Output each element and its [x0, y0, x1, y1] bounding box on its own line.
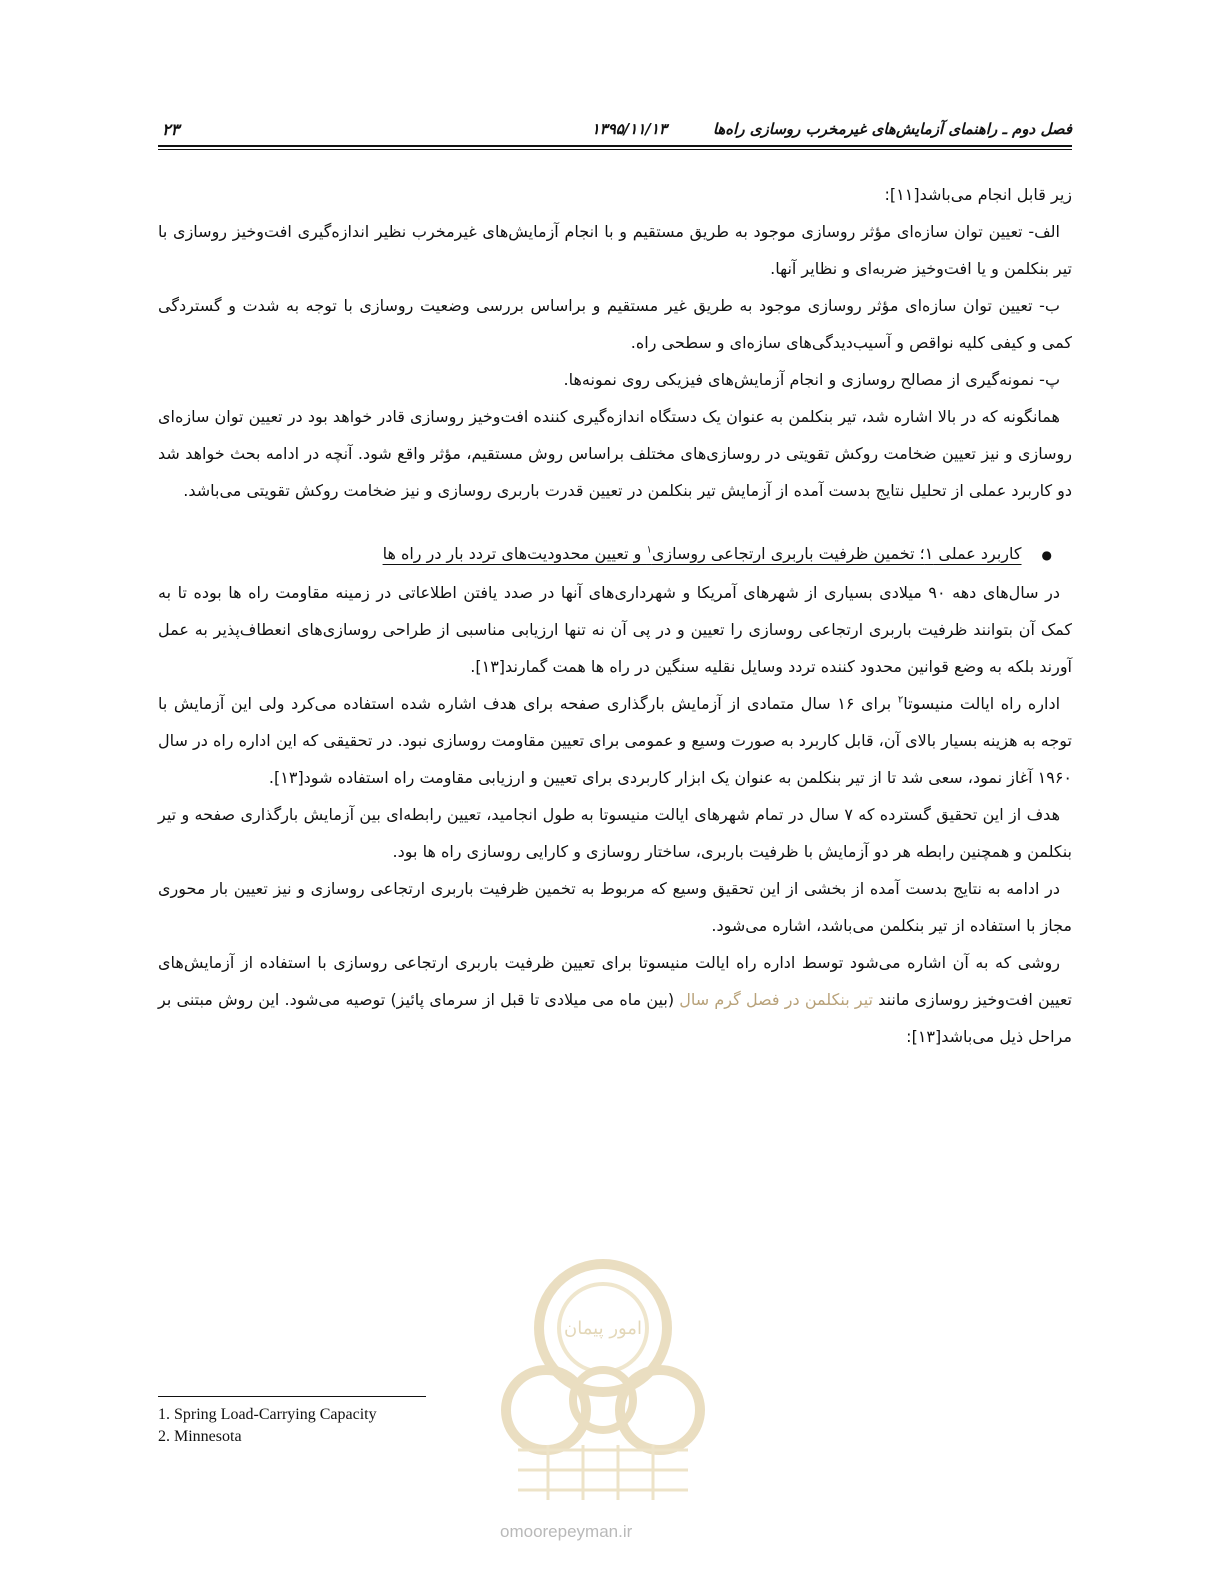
footnotes — [158, 1404, 377, 1448]
footnote-rule — [158, 1396, 426, 1397]
paragraph-1990s: در سال‌های دهه ۹۰ میلادی بسیاری از شهرهای آمریکا و شهرداری‌های آنها در صدد یافتن اطلاعاتی در زمینه مقاومت راه ها بوده تا به کمک آن بتوانند ظرفیت باربری ارتجاعی روسازی را تعیین و در پی آن نه تنها ارزیابی مناسبی از طراحی روسازی‌های انعطاف‌پذیر به عمل آورند بلکه به وضع قوانین محدود کننده تردد وسایل نقلیه سنگین در راه ها همت گمارند[۱۳]. — [158, 583, 1072, 676]
paragraph-intro: زیر قابل انجام می‌باشد[۱۱]: — [884, 185, 1072, 204]
svg-text:امور پیمان: امور پیمان — [564, 1318, 642, 1339]
body-text — [158, 176, 1072, 1055]
header-rule — [158, 145, 1072, 147]
paragraph-bankelman: همانگونه که در بالا اشاره شد، تیر بنکلمن به عنوان یک دستگاه اندازه‌گیری کننده افت‌وخیز روسازی قادر خواهد بود در تعیین توان سازه‌ای روسازی و نیز تعیین ضخامت روکش تقویتی در روسازی‌های مختلف براساس روش مستقیم، مؤثر واقع شود. آنچه در ادامه بحث خواهد شد دو کاربرد عملی از تحلیل نتایج بدست آمده از آزمایش تیر بنکلمن در تعیین قدرت باربری روسازی و نیز ضخامت روکش تقویتی می‌باشد. — [158, 407, 1072, 500]
bullet-icon: ● — [1041, 548, 1052, 562]
section-heading: کاربرد عملی ۱؛ تخمین ظرفیت باربری ارتجاعی روسازی$^۱$ و تعیین محدودیت‌های تردد بار در راه ها — [382, 544, 1022, 563]
header-rule-thin — [158, 149, 1072, 150]
header-title: فصل دوم ـ راهنمای آزمایش‌های غیرمخرب روسازی راه‌ها — [712, 120, 1072, 138]
footnote-1: 1. Spring Load-Carrying Capacity — [158, 1406, 377, 1423]
page-number: ۲۳ — [162, 120, 180, 139]
paragraph-method: روشی که به آن اشاره می‌شود توسط اداره راه ایالت منیسوتا برای تعیین ظرفیت باربری ارتجاعی روسازی با استفاده از آزمایش‌های تعیین افت‌وخیز روسازی مانند تیر بنکلمن در فصل گرم سال (بین ماه می میلادی تا قبل از سرمای پائیز) توصیه می‌شود. این روش مبتنی بر مراحل ذیل می‌باشد[۱۳]: — [158, 953, 1073, 1046]
footnote-ref-2: ۲ — [897, 694, 904, 706]
paragraph-item-p: پ- نمونه‌گیری از مصالح روسازی و انجام آزمایش‌های فیزیکی روی نمونه‌ها. — [563, 370, 1060, 389]
page-header — [158, 118, 1072, 148]
footnote-2: 2. Minnesota — [158, 1428, 242, 1445]
footnote-ref-1: ۱ — [646, 544, 652, 556]
paragraph-research-goal: هدف از این تحقیق گسترده که ۷ سال در تمام شهرهای ایالت منیسوتا به طول انجامید، تعیین رابطه‌ای بین آزمایش بارگذاری صفحه و تیر بنکلمن و همچنین رابطه هر دو آزمایش با ظرفیت باربری، ساختار روسازی و کارایی روسازی راه ها بود. — [158, 805, 1072, 861]
paragraph-item-b: ب- تعیین توان سازه‌ای مؤثر روسازی موجود به طریق غیر مستقیم و براساس بررسی وضعیت روسازی با توجه به شدت و گستردگی کمی و کیفی کلیه نواقص و آسیب‌دیدگی‌های سازه‌ای و سطحی راه. — [158, 296, 1072, 352]
paragraph-minnesota: اداره راه ایالت منیسوتا$^۲$ برای ۱۶ سال متمادی از آزمایش بارگذاری صفحه برای هدف اشاره شده استفاده می‌کرد ولی این آزمایش با توجه به هزینه بسیار بالای آن، قابل کاربرد به صورت وسیع و عمومی برای تعیین مقاومت روسازی نبود. در تحقیقی که این اداره راه در سال ۱۹۶۰ آغاز نمود، سعی شد تا از تیر بنکلمن به عنوان یک ابزار کاربردی برای تعیین و ارزیابی مقاومت راه استفاده شود[۱۳]. — [158, 694, 1072, 787]
header-date: ۱۳۹۵/۱۱/۱۳ — [591, 120, 667, 138]
section-heading-line — [158, 535, 1072, 574]
watermark-logo — [488, 1250, 718, 1510]
paragraph-results: در ادامه به نتایج بدست آمده از بخشی از این تحقیق وسیع که مربوط به تخمین ظرفیت باربری ارتجاعی روسازی و نیز تعیین بار محوری مجاز با استفاده از تیر بنکلمن می‌باشد، اشاره می‌شود. — [158, 879, 1072, 935]
watermark-url: omoorepeyman.ir — [500, 1522, 633, 1541]
paragraph-item-a: الف- تعیین توان سازه‌ای مؤثر روسازی موجود به طریق مستقیم و با انجام آزمایش‌های غیرمخرب نظیر اندازه‌گیری افت‌وخیز روسازی با تیر بنکلمن و یا افت‌وخیز ضربه‌ای و نظایر آنها. — [158, 222, 1072, 278]
